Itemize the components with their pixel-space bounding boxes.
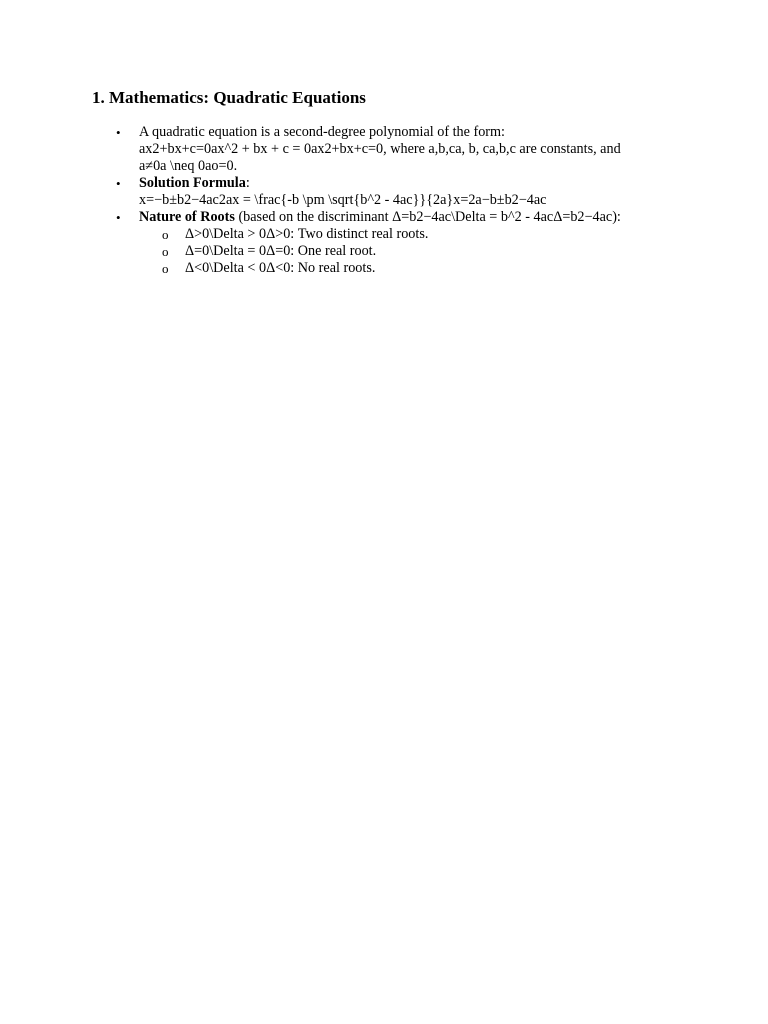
bullet-icon: • [116, 176, 121, 191]
bullet-list [0, 124, 768, 277]
definition-line-3: a≠0a \neq 0ao=0. [139, 158, 238, 174]
list-item-solution-formula [0, 175, 768, 209]
sub-list-item-zero-discriminant [0, 243, 768, 260]
nature-of-roots-label: Nature of Roots [139, 209, 235, 225]
bullet-icon: • [116, 210, 121, 225]
definition-line-2: ax2+bx+c=0ax^2 + bx + c = 0ax2+bx+c=0, where a,b,ca, b, ca,b,c are constants, and [139, 141, 621, 157]
nature-of-roots-description: (based on the discriminant Δ=b2−4ac\Delta = b^2 - 4acΔ=b2−4ac): [234, 209, 621, 225]
circle-bullet-icon: o [162, 261, 169, 276]
solution-formula-expression: x=−b±b2−4ac2ax = \frac{-b \pm \sqrt{b^2 - 4ac}}{2a}x=2a−b±b2−4ac [139, 192, 547, 208]
sub-item-text: Δ>0\Delta > 0Δ>0: Two distinct real roots. [185, 226, 429, 242]
sub-list-item-negative-discriminant [0, 260, 768, 277]
sub-item-text: Δ<0\Delta < 0Δ<0: No real roots. [185, 260, 376, 276]
list-item-definition [0, 124, 768, 175]
sub-item-text: Δ=0\Delta = 0Δ=0: One real root. [185, 243, 377, 259]
circle-bullet-icon: o [162, 227, 169, 242]
bullet-icon: • [116, 125, 121, 140]
definition-line-1: A quadratic equation is a second-degree polynomial of the form: [139, 124, 505, 140]
sub-list-item-positive-discriminant [0, 226, 768, 243]
circle-bullet-icon: o [162, 244, 169, 259]
section-heading: 1. Mathematics: Quadratic Equations [92, 88, 366, 107]
solution-formula-label: Solution Formula [139, 175, 246, 191]
list-item-nature-of-roots [0, 209, 768, 226]
solution-formula-title [139, 175, 672, 192]
nature-of-roots-title [139, 209, 672, 226]
solution-formula-colon: : [245, 175, 250, 191]
